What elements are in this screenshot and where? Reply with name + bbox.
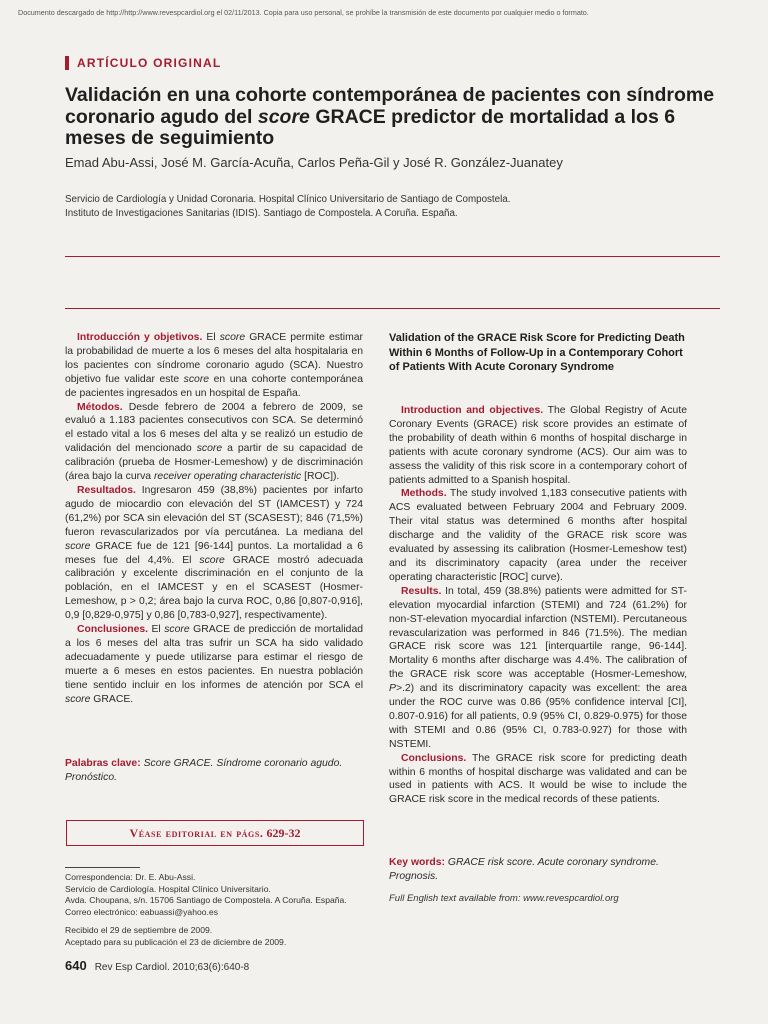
text-span: Desde febrero de 2004 a febrero de 2009, se evaluó a 1.183 pacientes consecutivos con SCA. Se determinó el estado vital a los 6 meses del alta y se realizó un estudio de validación del mencionado	[65, 401, 363, 455]
keywords-es-text: Score GRACE. Síndrome coronario agudo. Pronóstico.	[65, 758, 343, 783]
abstract-en-conclusions	[389, 752, 687, 808]
title-part-2: GRACE predictor de mortalidad a los 6 meses de seguimiento	[65, 105, 676, 149]
text-span: en una cohorte contemporánea de pacientes ingresados en un hospital de España.	[65, 373, 363, 399]
italic-span: score	[164, 624, 190, 636]
section-header	[65, 55, 221, 71]
abstract-spanish	[65, 331, 363, 706]
abstract-es-conclusions	[65, 623, 363, 706]
keywords-spanish	[65, 757, 363, 785]
text-span: GRACE.	[90, 693, 134, 705]
abstract-es-intro-head: Introducción y objetivos.	[77, 332, 203, 343]
abstract-en-intro-head: Introduction and objectives.	[401, 405, 544, 416]
text-span: In total, 459 (38.8%) patients were admitted for ST-elevation myocardial infarction (STEMI) and 724 (61.2%) for non-ST-elevation myocardial infarction (NSTEMI). Percutaneous revascularization was performed in 846 (71.5%). The median GRACE risk score was 121 [interquartile range, 96-144]. Mortality 6 months after discharge was 4.4%. The calibration of the GRACE risk score was acceptable (Hosmer-Lemeshow,	[389, 585, 687, 681]
abstract-en-results	[389, 585, 687, 752]
text-span: Ingresaron 459 (38,8%) pacientes por infarto agudo de miocardio con elevación del ST (IAMCEST) y 724 (61,2%) por SCA sin elevación del ST (SCASEST); 846 (71,5%) fueron revascularizados por vía percutánea. La mediana del	[65, 484, 363, 538]
correspondence-line: Avda. Choupana, s/n. 15706 Santiago de Compostela. A Coruña. España.	[65, 895, 347, 906]
italic-span: score	[196, 443, 223, 455]
abstract-es-methods	[65, 401, 363, 484]
page-footer	[65, 958, 249, 973]
correspondence-line: Correspondencia: Dr. E. Abu-Assi.	[65, 872, 196, 882]
text-span: [ROC]).	[301, 471, 340, 483]
italic-span: score	[65, 693, 91, 705]
section-label: ARTÍCULO ORIGINAL	[77, 56, 222, 70]
text-span: The study involved 1,183 consecutive patients with ACS evaluated between February 2004 and February 2009. Their vital status was determined 6 months after hospital discharge and the validity of the GRACE risk score was evaluated by assessing its calibration (Hosmer-Lemeshow test) and its discriminatory capacity (area under the receiver operating characteristic [ROC] curve).	[389, 488, 687, 583]
text-span: >.2) and its discriminatory capacity was excellent: the area under the ROC curve was 0.86 (95% confidence interval [CI], 0.807-0.916) for all patients, 0.9 (95% CI, 0.829-0.975) for those with STEMI and 0.86 (95% CI, 0.783-0.927) for those with NSTEMI.	[389, 683, 687, 750]
text-span: The GRACE risk score for predicting death within 6 months of hospital discharge was validated and can be used in patients with ACS. It would be wise to include the GRACE risk score in the medical records of these patients.	[389, 752, 687, 806]
italic-span: receiver operating characteristic	[153, 471, 302, 483]
abstract-en-conclusions-head: Conclusions.	[401, 752, 467, 764]
abstract-es-results	[65, 484, 363, 623]
text-span: GRACE de predicción de mortalidad a los 6 meses del alta tras sufrir un SCA ha sido validado adecuadamente y puede utilizarse para estimar el riesgo de muerte a 6 meses en estos pacientes. En nuestra población tiene sentido incluir en los informes de atención por SCA el	[65, 624, 364, 691]
affiliation-1: Servicio de Cardiología y Unidad Coronaria. Hospital Clínico Universitario de Santiago de Compostela.	[65, 194, 511, 205]
keywords-en-text: GRACE risk score. Acute coronary syndrome. Prognosis.	[389, 857, 659, 882]
article-title	[65, 85, 715, 150]
divider-top	[65, 256, 720, 257]
abstract-en-methods-head: Methods.	[401, 488, 447, 500]
abstract-en-intro	[389, 404, 687, 487]
keywords-es-label: Palabras clave:	[65, 758, 141, 769]
correspondence-line: Servicio de Cardiología. Hospital Clínico Universitario.	[65, 883, 271, 894]
affiliations	[65, 193, 745, 221]
accepted-date: Aceptado para su publicación el 23 de diciembre de 2009.	[65, 936, 287, 947]
submission-dates	[65, 925, 365, 948]
text-span: El	[148, 624, 165, 636]
full-text-note: Full English text available from: www.revespcardiol.org	[389, 893, 619, 904]
editorial-pages: 629-32	[266, 825, 301, 840]
page-number: 640	[65, 958, 87, 973]
correspondence-email: Correo electrónico: eabuassi@yahoo.es	[65, 906, 218, 917]
italic-span: score	[183, 373, 210, 385]
footnote-rule	[65, 867, 140, 868]
text-span: GRACE fue de 121 [96-144] puntos. La mortalidad a 6 meses fue del 4,4%. El	[65, 540, 363, 566]
abstract-es-results-head: Resultados.	[77, 484, 136, 496]
editorial-reference-box	[66, 820, 364, 846]
text-span: a partir de su capacidad de calibración (prueba de Hosmer-Lemeshow) y de discriminación (área bajo la curva	[65, 443, 363, 483]
correspondence	[65, 872, 365, 918]
abstract-en-methods	[389, 487, 687, 584]
text-span: GRACE permite estimar la probabilidad de muerte a los 6 meses del alta hospitalaria en los pacientes con síndrome coronario agudo (SCA). Nuestro objetivo fue validar este	[65, 332, 364, 385]
authors: Emad Abu-Assi, José M. García-Acuña, Carlos Peña-Gil y José R. González-Juanatey	[65, 155, 563, 170]
journal-citation: Rev Esp Cardiol. 2010;63(6):640-8	[94, 962, 250, 973]
download-notice: Documento descargado de http://http://www.revespcardiol.org el 02/11/2013. Copia para uso personal, se prohíbe la transmisión de este documento por cualquier medio o formato.	[18, 8, 589, 17]
text-span: GRACE mostró adecuada calibración y excelente discriminación en el conjunto de la población, en el IAMCEST y en el SCASEST (Hosmer-Lemeshow, p > 0,2; área bajo la curva ROC, 0,86 [0,807-0,916], 0,9 [0,829-0,975] y 0,86 [0,783-0,927], respectivamente).	[65, 554, 363, 622]
italic-span: score	[199, 554, 225, 566]
received-date: Recibido el 29 de septiembre de 2009.	[65, 925, 213, 935]
section-marker	[65, 56, 69, 70]
title-italic: score	[257, 105, 310, 128]
italic-span: score	[219, 332, 246, 343]
english-title: Validation of the GRACE Risk Score for Predicting Death Within 6 Months of Follow-Up in a Contemporary Cohort of Patients With Acute Coronary Syndrome	[389, 332, 685, 374]
text-span: The Global Registry of Acute Coronary Events (GRACE) risk score provides an estimate of the probability of death within 6 months of hospital discharge in patients with acute coronary syndrome (ACS). Our aim was to assess the validity of this risk score in a contemporary cohort of patients admitted to a Spanish hospital.	[389, 405, 687, 486]
italic-span: P	[389, 683, 396, 695]
abstract-es-methods-head: Métodos.	[77, 401, 123, 413]
abstract-english	[389, 404, 687, 807]
affiliation-2: Instituto de Investigaciones Sanitarias (IDIS). Santiago de Compostela. A Coruña. España.	[65, 208, 458, 219]
italic-span: score	[65, 540, 91, 552]
title-part-1: Validación en una cohorte contemporánea de pacientes con síndrome coronario agudo del	[65, 84, 715, 128]
abstract-es-intro	[65, 331, 363, 401]
abstract-en-results-head: Results.	[401, 585, 442, 597]
abstract-es-conclusions-head: Conclusiones.	[77, 624, 149, 636]
divider-bottom	[65, 308, 720, 309]
keywords-english	[389, 856, 689, 884]
editorial-text: Véase editorial en págs.	[129, 825, 264, 840]
text-span: El	[202, 332, 220, 343]
keywords-en-label: Key words:	[389, 857, 446, 868]
